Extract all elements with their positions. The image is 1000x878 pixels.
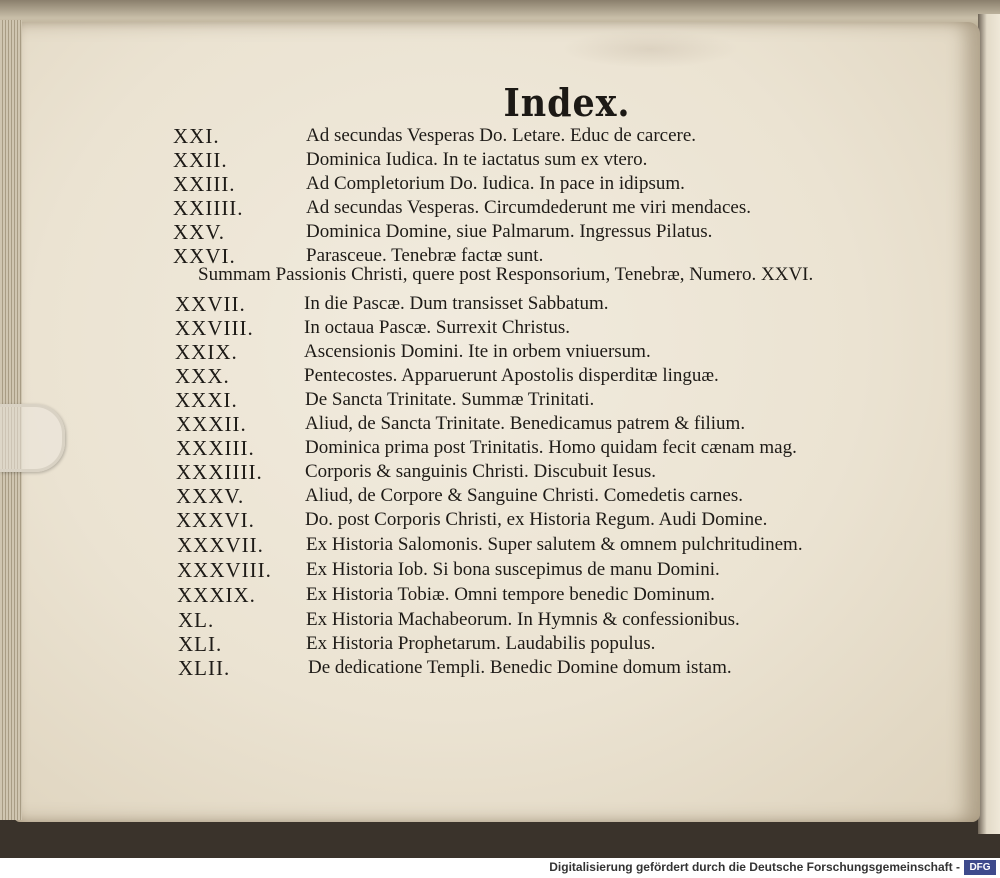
entry-text: Pentecostes. Apparuerunt Apostolis disperditæ linguæ. bbox=[304, 365, 719, 386]
adjacent-page-edge bbox=[978, 14, 1000, 834]
entry-number: XXVII. bbox=[175, 292, 246, 316]
entry-number: XXXV. bbox=[176, 484, 245, 508]
entry-text: Aliud, de Corpore & Sanguine Christi. Comedetis carnes. bbox=[305, 485, 743, 506]
footer-credit: Digitalisierung gefördert durch die Deutsche Forschungsgemeinschaft - bbox=[549, 860, 960, 874]
entry-number: XXII. bbox=[173, 148, 228, 172]
entry-number: XXI. bbox=[173, 124, 220, 148]
entry-text: Ex Historia Tobiæ. Omni tempore benedic Dominum. bbox=[306, 584, 715, 605]
entry-number: XXV. bbox=[173, 220, 226, 244]
entry-number: XLI. bbox=[178, 632, 223, 656]
entry-text: In octaua Pascæ. Surrexit Christus. bbox=[304, 317, 570, 338]
entry-text: Corporis & sanguinis Christi. Discubuit Iesus. bbox=[305, 461, 656, 482]
entry-text: Dominica Domine, siue Palmarum. Ingressus Pilatus. bbox=[306, 221, 713, 242]
entry-text: Do. post Corporis Christi, ex Historia Regum. Audi Domine. bbox=[305, 509, 768, 530]
entry-text: Dominica prima post Trinitatis. Homo quidam fecit cænam mag. bbox=[305, 437, 797, 458]
entry-text: Ex Historia Salomonis. Super salutem & omnem pulchritudinem. bbox=[306, 534, 803, 555]
entry-number: XXXIX. bbox=[177, 583, 256, 607]
entry-number: XXXIII. bbox=[176, 436, 255, 460]
entry-number: XXIIII. bbox=[173, 196, 244, 220]
entry-text: Parasceue. Tenebræ factæ sunt. bbox=[306, 245, 544, 266]
entry-number: XXXIIII. bbox=[176, 460, 263, 484]
passion-note: Summam Passionis Christi, quere post Responsorium, Tenebræ, Numero. XXVI. bbox=[198, 264, 814, 285]
dfg-logo: DFG bbox=[964, 860, 996, 875]
entry-number: XXIII. bbox=[173, 172, 236, 196]
footer-bar bbox=[0, 858, 1000, 878]
entry-text: In die Pascæ. Dum transisset Sabbatum. bbox=[304, 293, 609, 314]
entry-text: Dominica Iudica. In te iactatus sum ex vtero. bbox=[306, 149, 648, 170]
entry-text: Ad secundas Vesperas. Circumdederunt me viri mendaces. bbox=[306, 197, 751, 218]
entry-number: XXIX. bbox=[175, 340, 238, 364]
entry-number: XXXII. bbox=[176, 412, 247, 436]
entry-number: XXVI. bbox=[173, 244, 236, 268]
entry-number: XLII. bbox=[178, 656, 231, 680]
entry-number: XXXVII. bbox=[177, 533, 264, 557]
entry-text: Ex Historia Machabeorum. In Hymnis & confessionibus. bbox=[306, 609, 740, 630]
entry-text: Ex Historia Prophetarum. Laudabilis populus. bbox=[306, 633, 656, 654]
entry-text: Ex Historia Iob. Si bona suscepimus de manu Domini. bbox=[306, 559, 720, 580]
entry-number: XXXI. bbox=[175, 388, 238, 412]
entry-number: XXX. bbox=[175, 364, 230, 388]
entry-text: De Sancta Trinitate. Summæ Trinitati. bbox=[305, 389, 595, 410]
entry-text: Ad secundas Vesperas Do. Letare. Educ de carcere. bbox=[306, 125, 697, 146]
entry-number: XL. bbox=[178, 608, 215, 632]
entry-number: XXXVI. bbox=[176, 508, 255, 532]
entry-text: Ascensionis Domini. Ite in orbem vniuersum. bbox=[304, 341, 651, 362]
page-title: Index. bbox=[503, 80, 631, 125]
entry-number: XXXVIII. bbox=[177, 558, 272, 582]
entry-text: Aliud, de Sancta Trinitate. Benedicamus patrem & filium. bbox=[305, 413, 746, 434]
page-clip bbox=[0, 404, 65, 472]
entry-text: De dedicatione Templi. Benedic Domine domum istam. bbox=[308, 657, 732, 678]
entry-number: XXVIII. bbox=[175, 316, 254, 340]
ink-bleed-stain bbox=[560, 30, 740, 68]
entry-text: Ad Completorium Do. Iudica. In pace in idipsum. bbox=[306, 173, 685, 194]
